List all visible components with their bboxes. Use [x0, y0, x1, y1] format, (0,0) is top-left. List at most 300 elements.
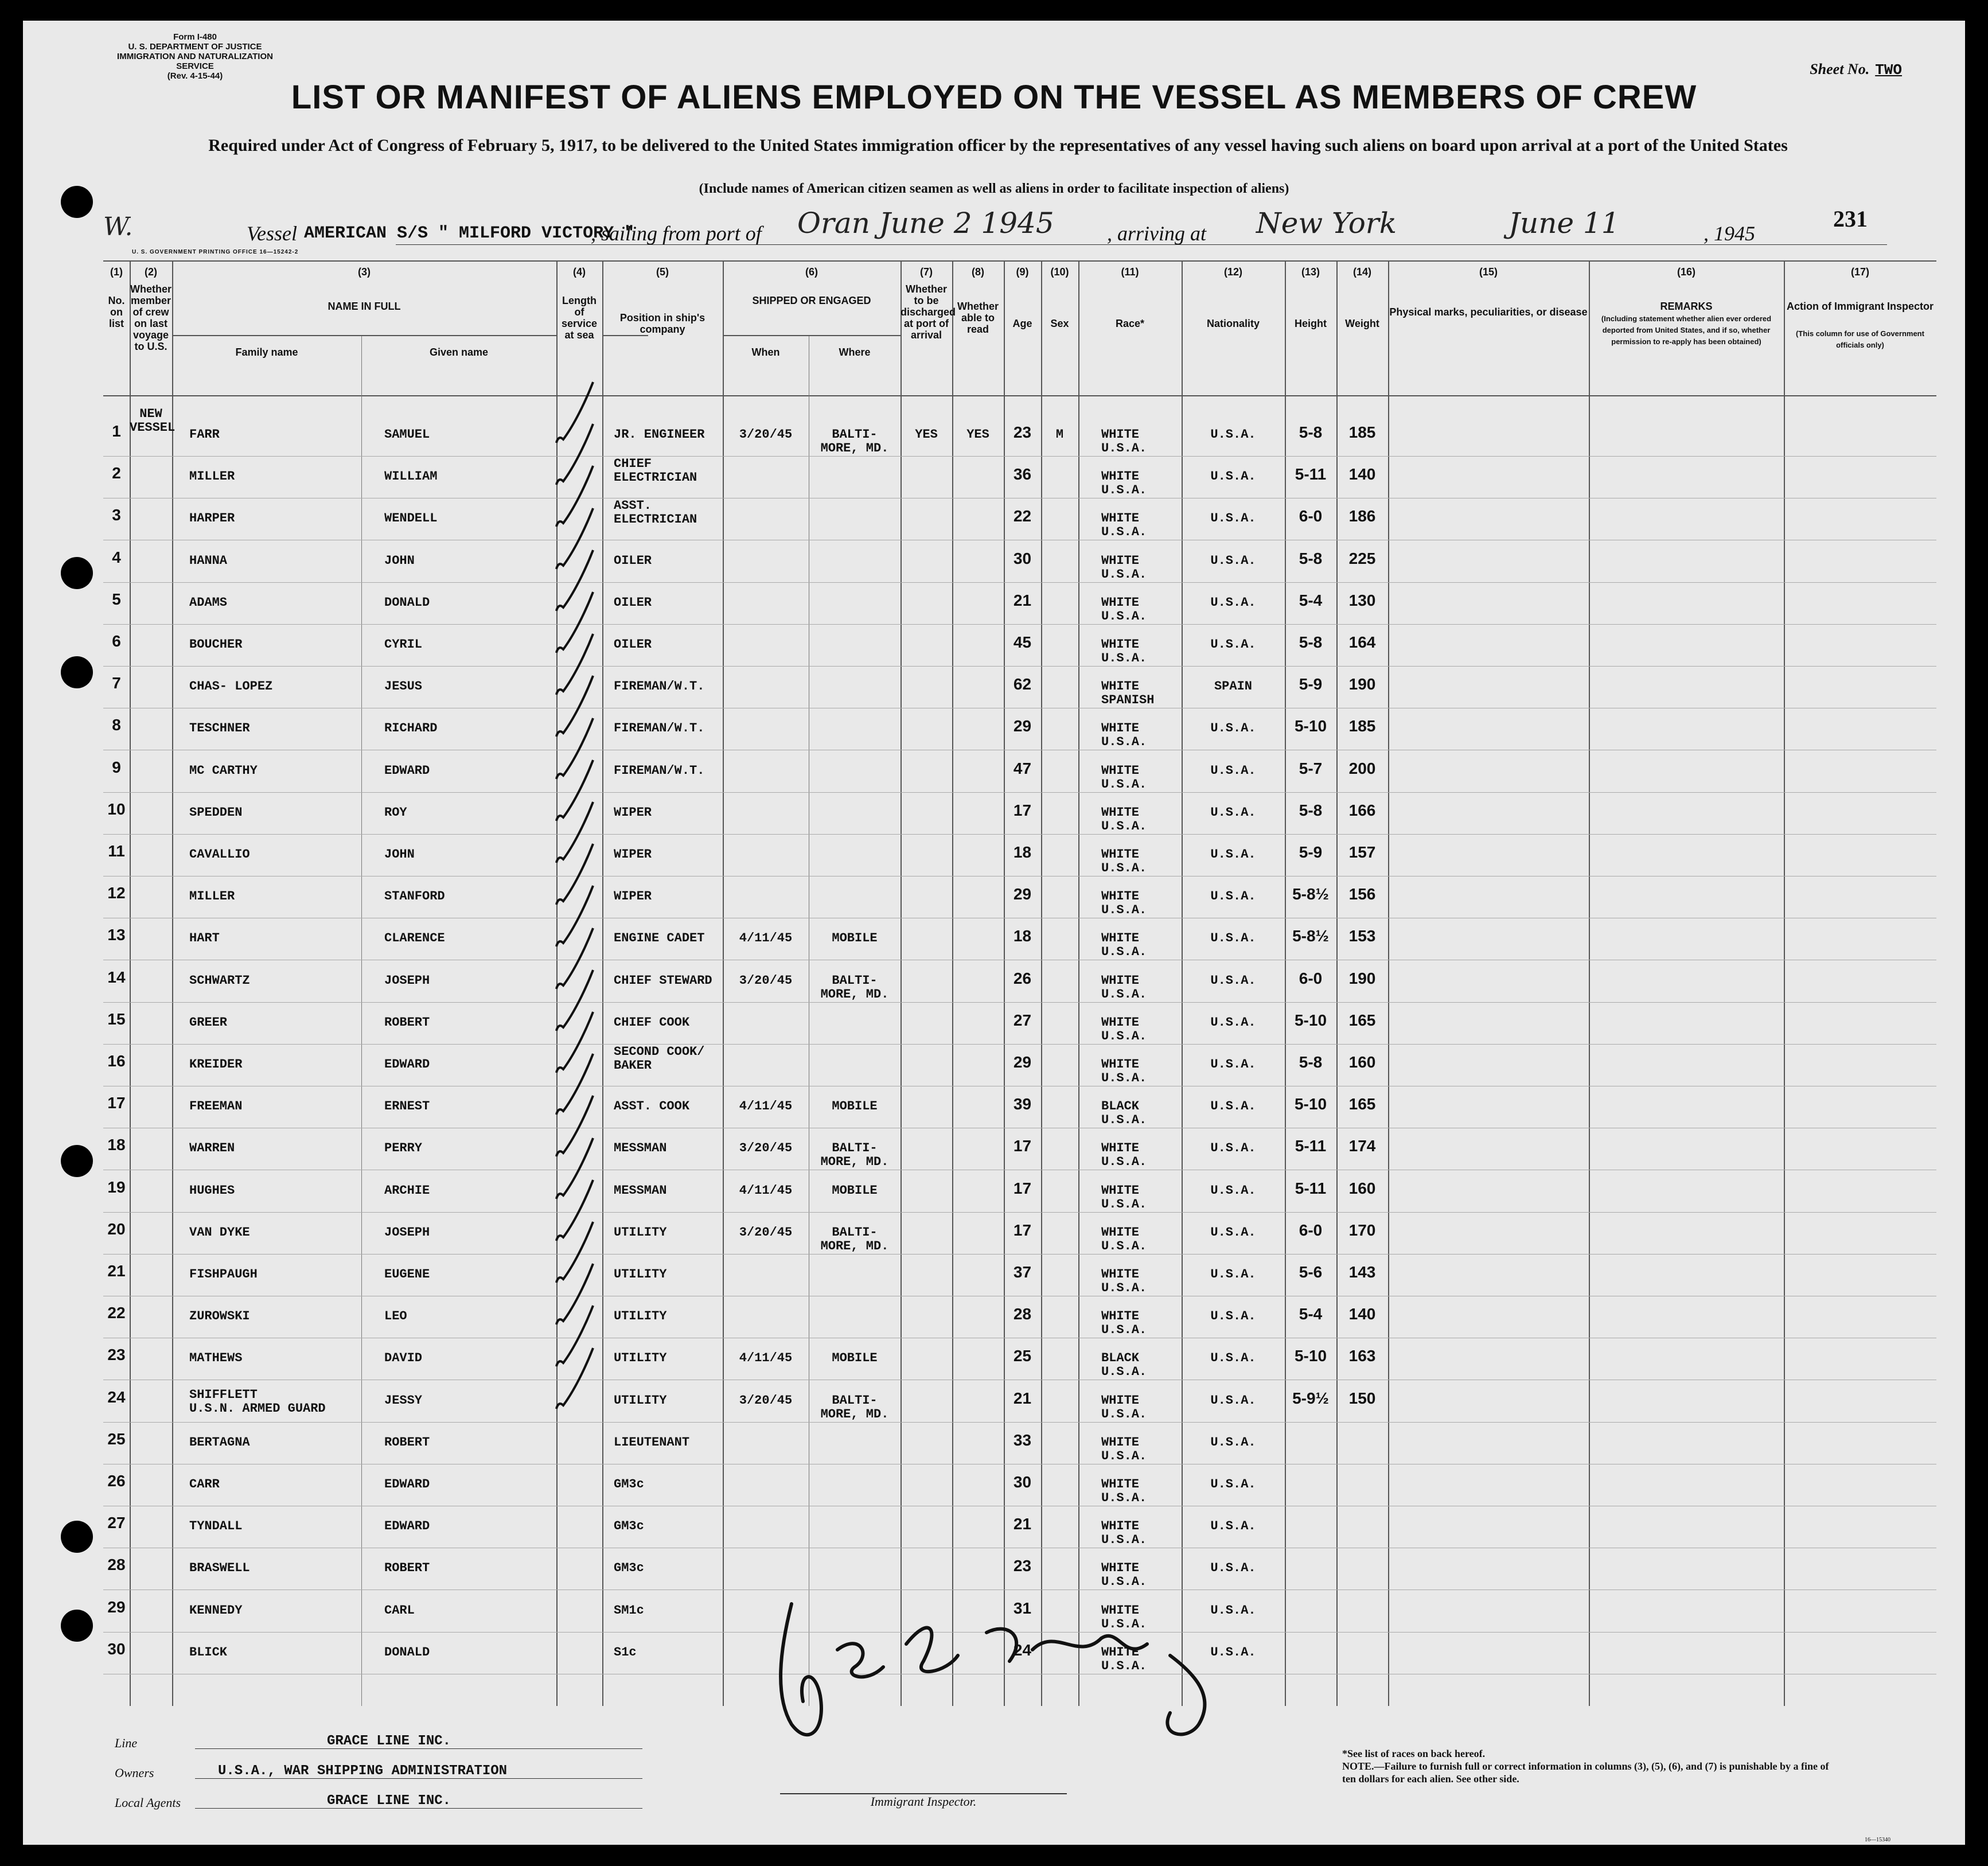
- age: 25: [1013, 1347, 1032, 1365]
- table-row: [103, 1464, 1936, 1506]
- height: 5-8: [1299, 1053, 1323, 1071]
- col5-header: Position in ship's company: [619, 312, 705, 335]
- weight: 186: [1348, 507, 1376, 525]
- col16-header: REMARKS: [1660, 301, 1713, 312]
- sheet-value: TWO: [1875, 61, 1902, 79]
- table-row: [103, 876, 1936, 918]
- table-row: [103, 792, 1936, 835]
- when-header: When: [751, 346, 780, 358]
- race: WHITE U.S.A.: [1101, 1267, 1147, 1295]
- race: WHITE U.S.A.: [1101, 721, 1147, 750]
- given-name: EUGENE: [384, 1267, 430, 1281]
- page-number: 231: [1833, 206, 1868, 232]
- nationality: U.S.A.: [1210, 1141, 1256, 1156]
- position: ASST. ELECTRICIAN: [614, 498, 697, 527]
- race: WHITE U.S.A.: [1101, 1519, 1147, 1548]
- race: BLACK U.S.A.: [1101, 1099, 1147, 1128]
- col11-num: (11): [1121, 266, 1139, 278]
- age: 24: [1013, 1641, 1032, 1659]
- nationality: U.S.A.: [1210, 1561, 1256, 1576]
- weight: 166: [1348, 801, 1376, 819]
- nationality: U.S.A.: [1210, 931, 1256, 946]
- crew-last-voyage: NEW VESSEL: [130, 407, 176, 435]
- age: 18: [1013, 843, 1032, 861]
- position: ASST. COOK: [614, 1099, 690, 1114]
- age: 30: [1013, 1473, 1032, 1491]
- form-identifier: [115, 32, 275, 81]
- height: 5-8: [1299, 801, 1323, 819]
- race: WHITE U.S.A.: [1101, 595, 1147, 624]
- nationality: U.S.A.: [1210, 1435, 1256, 1450]
- age: 21: [1013, 1515, 1032, 1533]
- race: WHITE U.S.A.: [1101, 847, 1147, 875]
- family-name: BRASWELL: [189, 1561, 250, 1576]
- col8-num: (8): [972, 266, 984, 278]
- nationality: U.S.A.: [1210, 1393, 1256, 1408]
- given-name: DONALD: [384, 595, 430, 610]
- table-row: [103, 1338, 1936, 1380]
- weight: 150: [1348, 1389, 1376, 1407]
- nationality: U.S.A.: [1210, 721, 1256, 736]
- row-number: 8: [112, 716, 121, 734]
- given-name: ROY: [384, 805, 407, 820]
- nationality: U.S.A.: [1210, 595, 1256, 610]
- position: GM3c: [614, 1519, 644, 1534]
- col13-num: (13): [1301, 266, 1320, 278]
- height: 5-11: [1295, 1179, 1327, 1197]
- age: 27: [1013, 1011, 1032, 1029]
- arrival-year: , 1945: [1704, 222, 1755, 245]
- col5-num: (5): [656, 266, 669, 278]
- handwritten-mark: W.: [103, 212, 133, 241]
- table-row: [103, 1086, 1936, 1128]
- vessel-name: AMERICAN S/S " MILFORD VICTORY ": [304, 224, 635, 243]
- sheet-number: [1810, 61, 1902, 79]
- shipped-where: BALTI- MORE, MD.: [820, 1141, 889, 1170]
- position: FIREMAN/W.T.: [614, 763, 705, 778]
- given-name: ERNEST: [384, 1099, 430, 1114]
- row-number: 6: [112, 632, 121, 650]
- position: MESSMAN: [614, 1183, 667, 1198]
- shipped-where: BALTI- MORE, MD.: [820, 1393, 889, 1421]
- given-name: ROBERT: [384, 1561, 430, 1576]
- family-name: CHAS- LOPEZ: [189, 679, 273, 694]
- weight: 160: [1348, 1179, 1376, 1197]
- table-row: [103, 666, 1936, 708]
- age: 21: [1013, 1389, 1032, 1407]
- col3-header: NAME IN FULL: [328, 301, 401, 312]
- row-number: 17: [107, 1094, 126, 1112]
- race: WHITE U.S.A.: [1101, 511, 1147, 540]
- line-label: Line: [115, 1736, 138, 1750]
- where-header: Where: [839, 346, 871, 358]
- nationality: U.S.A.: [1210, 511, 1256, 526]
- race: WHITE U.S.A.: [1101, 1309, 1147, 1338]
- row-number: 1: [112, 422, 121, 440]
- race: WHITE U.S.A.: [1101, 427, 1147, 455]
- shipped-when: 3/20/45: [739, 973, 793, 988]
- nationality: U.S.A.: [1210, 553, 1256, 568]
- given-name: DAVID: [384, 1351, 423, 1366]
- height: 5-7: [1299, 759, 1323, 777]
- nationality: U.S.A.: [1210, 973, 1256, 988]
- position: UTILITY: [614, 1309, 667, 1324]
- shipped-when: 4/11/45: [739, 931, 793, 946]
- family-name: BOUCHER: [189, 637, 243, 652]
- position: CHIEF ELECTRICIAN: [614, 457, 697, 485]
- given-name: STANFORD: [384, 889, 445, 904]
- row-number: 28: [107, 1556, 126, 1574]
- race: WHITE U.S.A.: [1101, 1183, 1147, 1211]
- family-name: TESCHNER: [189, 721, 250, 736]
- shipped-where: MOBILE: [832, 1351, 878, 1366]
- family-name: FREEMAN: [189, 1099, 243, 1114]
- height: 6-0: [1299, 969, 1323, 987]
- height: 5-8: [1299, 633, 1323, 651]
- family-name: VAN DYKE: [189, 1225, 250, 1240]
- row-number: 25: [107, 1429, 126, 1448]
- family-name: TYNDALL: [189, 1519, 243, 1534]
- height: 5-9: [1299, 675, 1323, 694]
- table-row: [103, 456, 1936, 498]
- table-row: [103, 1212, 1936, 1255]
- position: SECOND COOK/ BAKER: [614, 1045, 705, 1073]
- row-number: 14: [107, 968, 126, 986]
- footer-info: [115, 1733, 631, 1822]
- shipped-where: BALTI- MORE, MD.: [820, 973, 889, 1002]
- punch-hole: [61, 557, 93, 589]
- height: 5-10: [1294, 1347, 1327, 1365]
- col4-num: (4): [573, 266, 586, 278]
- given-name: PERRY: [384, 1141, 423, 1156]
- sailing-from: Oran June 2 1945: [797, 207, 1054, 240]
- col3-num: (3): [358, 266, 371, 278]
- punch-hole: [61, 1521, 93, 1553]
- nationality: U.S.A.: [1210, 1015, 1256, 1030]
- given-name: JOHN: [384, 847, 415, 862]
- punch-hole: [61, 1145, 93, 1177]
- col1-num: (1): [110, 266, 123, 278]
- race: WHITE U.S.A.: [1101, 1225, 1147, 1253]
- weight: 140: [1348, 465, 1376, 484]
- position: WIPER: [614, 847, 652, 862]
- height: 5-11: [1295, 1137, 1327, 1155]
- penalty-note: NOTE.—Failure to furnish full or correct information in columns (3), (5), (6), and (7) is punishable by a fine of ten dollars for each alien. See other side.: [1342, 1760, 1829, 1785]
- family-name: HANNA: [189, 553, 228, 568]
- family-name: FISHPAUGH: [189, 1267, 258, 1281]
- row-number: 13: [107, 926, 126, 944]
- height: 5-10: [1294, 1011, 1327, 1029]
- position: OILER: [614, 595, 652, 610]
- race: WHITE SPANISH: [1101, 679, 1155, 708]
- row-number: 2: [112, 464, 121, 482]
- race: WHITE U.S.A.: [1101, 1435, 1147, 1463]
- age: 29: [1013, 1053, 1032, 1071]
- col12-num: (12): [1223, 266, 1242, 278]
- weight: 157: [1348, 843, 1376, 861]
- col6-num: (6): [805, 266, 818, 278]
- weight: 156: [1348, 885, 1376, 903]
- given-name: SAMUEL: [384, 427, 430, 442]
- revision: (Rev. 4-15-44): [167, 71, 223, 81]
- nationality: U.S.A.: [1210, 1351, 1256, 1366]
- family-name: MILLER: [189, 469, 235, 484]
- col10-header: Sex: [1050, 318, 1069, 329]
- height: 5-8½: [1292, 885, 1329, 903]
- height: 5-8½: [1292, 927, 1329, 945]
- position: FIREMAN/W.T.: [614, 679, 705, 694]
- shipped-when: 4/11/45: [739, 1099, 793, 1114]
- given-name: WENDELL: [384, 511, 438, 526]
- age: 17: [1013, 1137, 1032, 1155]
- row-number: 9: [112, 758, 121, 776]
- row-number: 20: [107, 1220, 126, 1238]
- col9-header: Age: [1012, 318, 1032, 329]
- race: WHITE U.S.A.: [1101, 1015, 1147, 1043]
- footer-note: [1342, 1747, 1835, 1785]
- table-row: [103, 960, 1936, 1003]
- given-name: WILLIAM: [384, 469, 438, 484]
- race: WHITE U.S.A.: [1101, 637, 1147, 665]
- height: 5-8: [1299, 423, 1323, 441]
- manifest-sheet: [23, 21, 1965, 1845]
- nationality: U.S.A.: [1210, 847, 1256, 862]
- position: MESSMAN: [614, 1141, 667, 1156]
- family-name: HARPER: [189, 511, 235, 526]
- height: 5-4: [1299, 591, 1323, 609]
- punch-hole: [61, 656, 93, 688]
- weight: 190: [1348, 969, 1376, 987]
- height: 5-11: [1295, 465, 1327, 484]
- weight: 165: [1348, 1011, 1376, 1029]
- given-name: DONALD: [384, 1645, 430, 1659]
- nationality: U.S.A.: [1210, 469, 1256, 484]
- family-name-header: Family name: [235, 346, 298, 358]
- race: WHITE U.S.A.: [1101, 1477, 1147, 1505]
- family-name: SCHWARTZ: [189, 973, 250, 988]
- nationality: U.S.A.: [1210, 889, 1256, 904]
- height: 5-9: [1299, 843, 1323, 861]
- table-row: [103, 1380, 1936, 1423]
- table-row: [103, 834, 1936, 876]
- family-name: KENNEDY: [189, 1603, 243, 1618]
- age: 37: [1013, 1263, 1032, 1281]
- race: WHITE U.S.A.: [1101, 805, 1147, 833]
- table-row: [103, 750, 1936, 793]
- shipped-where: BALTI- MORE, MD.: [820, 1225, 889, 1253]
- weight: 140: [1348, 1305, 1376, 1323]
- family-name: ADAMS: [189, 595, 228, 610]
- nationality: U.S.A.: [1210, 1099, 1256, 1114]
- family-name: HUGHES: [189, 1183, 235, 1198]
- age: 18: [1013, 927, 1032, 945]
- age: 30: [1013, 549, 1032, 567]
- nationality: U.S.A.: [1210, 1603, 1256, 1618]
- height: 5-10: [1294, 1095, 1327, 1113]
- race: WHITE U.S.A.: [1101, 553, 1147, 582]
- weight: 185: [1348, 423, 1376, 441]
- nationality: U.S.A.: [1210, 763, 1256, 778]
- position: LIEUTENANT: [614, 1435, 690, 1450]
- age: 22: [1013, 507, 1032, 525]
- table-row: [103, 582, 1936, 625]
- age: 39: [1013, 1095, 1032, 1113]
- weight: 163: [1348, 1347, 1376, 1365]
- weight: 143: [1348, 1263, 1376, 1281]
- family-name: BLICK: [189, 1645, 228, 1659]
- shipped-where: MOBILE: [832, 931, 878, 946]
- position: GM3c: [614, 1477, 644, 1491]
- col15-num: (15): [1479, 266, 1498, 278]
- row-number: 4: [112, 548, 121, 566]
- nationality: U.S.A.: [1210, 1267, 1256, 1281]
- shipped-when: 4/11/45: [739, 1351, 793, 1366]
- race: WHITE U.S.A.: [1101, 1393, 1147, 1421]
- age: 17: [1013, 1179, 1032, 1197]
- arrival-date: June 11: [1508, 207, 1620, 240]
- department: U. S. DEPARTMENT OF JUSTICE: [128, 42, 262, 52]
- position: UTILITY: [614, 1267, 667, 1281]
- arriving-label: , arriving at: [1107, 222, 1207, 245]
- position: S1c: [614, 1645, 637, 1659]
- table-row: [103, 1254, 1936, 1296]
- row-number: 18: [107, 1136, 126, 1154]
- position: UTILITY: [614, 1351, 667, 1366]
- row-number: 23: [107, 1346, 126, 1364]
- nationality: U.S.A.: [1210, 427, 1256, 442]
- row-number: 24: [107, 1388, 126, 1406]
- row-number: 15: [107, 1010, 126, 1028]
- given-name: LEO: [384, 1309, 407, 1324]
- vessel-label: Vessel: [247, 222, 297, 245]
- row-number: 12: [107, 884, 126, 902]
- age: 26: [1013, 969, 1032, 987]
- row-number: 27: [107, 1514, 126, 1532]
- table-row: [103, 1170, 1936, 1213]
- col15-header: Physical marks, peculiarities, or disease: [1389, 306, 1588, 318]
- col17-num: (17): [1850, 266, 1869, 278]
- tick-mark: [551, 1346, 597, 1415]
- height: 5-10: [1294, 717, 1327, 735]
- position: UTILITY: [614, 1225, 667, 1240]
- agents-value: GRACE LINE INC.: [327, 1793, 451, 1809]
- given-name: EDWARD: [384, 763, 430, 778]
- height: 5-9½: [1292, 1389, 1329, 1407]
- weight: 190: [1348, 675, 1376, 694]
- position: WIPER: [614, 889, 652, 904]
- shipped-when: 3/20/45: [739, 1141, 793, 1156]
- given-name: ROBERT: [384, 1435, 430, 1450]
- race: WHITE U.S.A.: [1101, 1057, 1147, 1085]
- table-row: [103, 1002, 1936, 1045]
- table-row: [103, 1044, 1936, 1086]
- row-number: 7: [112, 674, 121, 692]
- nationality: U.S.A.: [1210, 1477, 1256, 1491]
- col1-header: No. on list: [108, 295, 125, 329]
- vessel-line: [75, 207, 1910, 250]
- weight: 174: [1348, 1137, 1376, 1155]
- col16-num: (16): [1677, 266, 1695, 278]
- age: 23: [1013, 1557, 1032, 1575]
- given-name: CARL: [384, 1603, 415, 1618]
- nationality: SPAIN: [1214, 679, 1252, 694]
- age: 33: [1013, 1431, 1032, 1449]
- col7-num: (7): [920, 266, 933, 278]
- shipped-when: 3/20/45: [739, 1225, 793, 1240]
- family-name: HART: [189, 931, 220, 946]
- col17-header: Action of Immigrant Inspector: [1786, 301, 1934, 312]
- race-note: *See list of races on back hereof.: [1342, 1748, 1486, 1759]
- table-row: [103, 407, 1936, 457]
- col8-header: Whether able to read: [957, 301, 999, 335]
- age: 29: [1013, 717, 1032, 735]
- family-name: CAVALLIO: [189, 847, 250, 862]
- row-number: 10: [107, 800, 126, 818]
- col10-num: (10): [1050, 266, 1069, 278]
- subtitle-note: (Include names of American citizen seamen as well as aliens in order to facilitate inspection of aliens): [699, 181, 1289, 196]
- race: BLACK U.S.A.: [1101, 1351, 1147, 1380]
- nationality: U.S.A.: [1210, 1183, 1256, 1198]
- printing-office: U. S. GOVERNMENT PRINTING OFFICE 16—15242-2: [132, 249, 299, 255]
- family-name: ZUROWSKI: [189, 1309, 250, 1324]
- inspector-signature: [757, 1581, 1262, 1764]
- height: 6-0: [1299, 507, 1323, 525]
- nationality: U.S.A.: [1210, 1519, 1256, 1534]
- given-name: ROBERT: [384, 1015, 430, 1030]
- form-number: Form I-480: [173, 32, 217, 42]
- weight: 185: [1348, 717, 1376, 735]
- family-name: MATHEWS: [189, 1351, 243, 1366]
- age: 21: [1013, 591, 1032, 609]
- race: WHITE U.S.A.: [1101, 1645, 1147, 1673]
- col7-header: Whether to be discharged at port of arrival: [901, 283, 956, 341]
- shipped-where: MOBILE: [832, 1099, 878, 1114]
- given-name: JESUS: [384, 679, 423, 694]
- row-number: 26: [107, 1472, 126, 1490]
- col14-header: Weight: [1345, 318, 1379, 329]
- nationality: U.S.A.: [1210, 1225, 1256, 1240]
- weight: 164: [1348, 633, 1376, 651]
- given-name: ARCHIE: [384, 1183, 430, 1198]
- given-name: RICHARD: [384, 721, 438, 736]
- family-name: FARR: [189, 427, 220, 442]
- position: GM3c: [614, 1561, 644, 1576]
- position: FIREMAN/W.T.: [614, 721, 705, 736]
- position: OILER: [614, 553, 652, 568]
- table-row: [103, 918, 1936, 960]
- position: UTILITY: [614, 1393, 667, 1408]
- col4-header: Length of service at sea: [561, 295, 598, 341]
- service: IMMIGRATION AND NATURALIZATION SERVICE: [117, 52, 273, 71]
- nationality: U.S.A.: [1210, 805, 1256, 820]
- family-name: KREIDER: [189, 1057, 243, 1072]
- weight: 200: [1348, 759, 1376, 777]
- to-be-discharged: YES: [915, 427, 938, 442]
- family-name: SPEDDEN: [189, 805, 243, 820]
- table-row: [103, 1128, 1936, 1170]
- family-name: CARR: [189, 1477, 220, 1491]
- table-row: [103, 1296, 1936, 1338]
- weight: 153: [1348, 927, 1376, 945]
- subtitle: Required under Act of Congress of February 5, 1917, to be delivered to the United States immigration officer by the representatives of any vessel having such aliens on board upon arrival at a port of the United States: [208, 136, 1788, 155]
- row-number: 19: [107, 1178, 126, 1196]
- agents-label: Local Agents: [115, 1795, 181, 1810]
- given-name: CYRIL: [384, 637, 423, 652]
- form-code: 16—15340: [1865, 1837, 1890, 1843]
- able-to-read: YES: [966, 427, 989, 442]
- col9-num: (9): [1016, 266, 1029, 278]
- height: 5-8: [1299, 549, 1323, 567]
